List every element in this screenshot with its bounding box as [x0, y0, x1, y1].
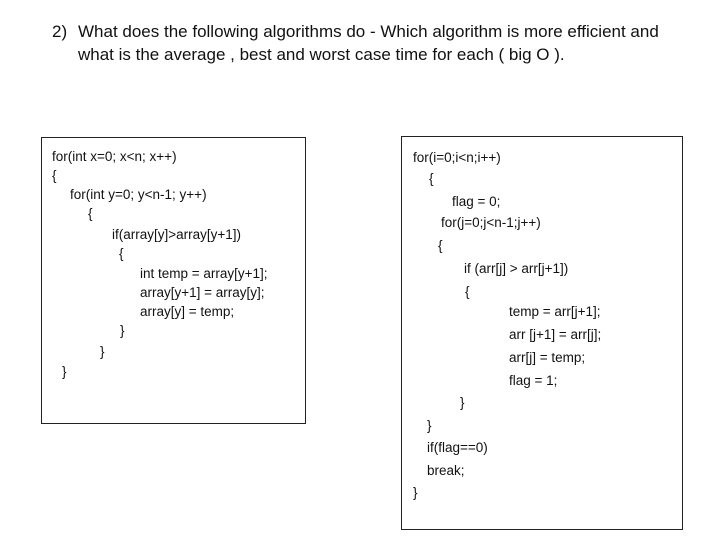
code-line: if (arr[j] > arr[j+1])	[464, 261, 569, 276]
question-number: 2)	[52, 22, 68, 41]
code-line: array[y] = temp;	[140, 304, 235, 319]
code-line: if(flag==0)	[427, 440, 488, 455]
code-line: {	[119, 246, 124, 261]
code-line: {	[52, 168, 57, 183]
code-line: }	[427, 418, 432, 433]
code-line: array[y+1] = array[y];	[140, 285, 265, 300]
code-line: for(int x=0; x<n; x++)	[52, 149, 177, 164]
code-line: }	[100, 344, 105, 359]
code-line: flag = 0;	[452, 194, 501, 209]
code-line: int temp = array[y+1];	[140, 266, 268, 281]
code-line: {	[465, 284, 470, 299]
code-line: for(j=0;j<n-1;j++)	[441, 215, 541, 230]
code-line: break;	[427, 463, 465, 478]
code-line: }	[413, 485, 418, 500]
code-line: }	[460, 395, 465, 410]
code-line: }	[62, 364, 67, 379]
code-line: }	[120, 323, 125, 338]
question-line-2: what is the average , best and worst case time for each ( big O ).	[78, 45, 565, 64]
code-line: {	[429, 171, 434, 186]
code-line: for(i=0;i<n;i++)	[413, 150, 501, 165]
question-line-1: What does the following algorithms do - Which algorithm is more efficient and	[78, 22, 659, 41]
code-line: temp = arr[j+1];	[509, 304, 601, 319]
code-line: if(array[y]>array[y+1])	[112, 227, 242, 242]
code-line: arr[j] = temp;	[509, 350, 586, 365]
code-line: for(int y=0; y<n-1; y++)	[70, 187, 207, 202]
code-box-left	[41, 137, 306, 424]
code-line: flag = 1;	[509, 373, 558, 388]
code-line: {	[88, 206, 93, 221]
code-line: arr [j+1] = arr[j];	[509, 327, 602, 342]
code-line: {	[438, 238, 443, 253]
code-box-right	[401, 136, 683, 530]
